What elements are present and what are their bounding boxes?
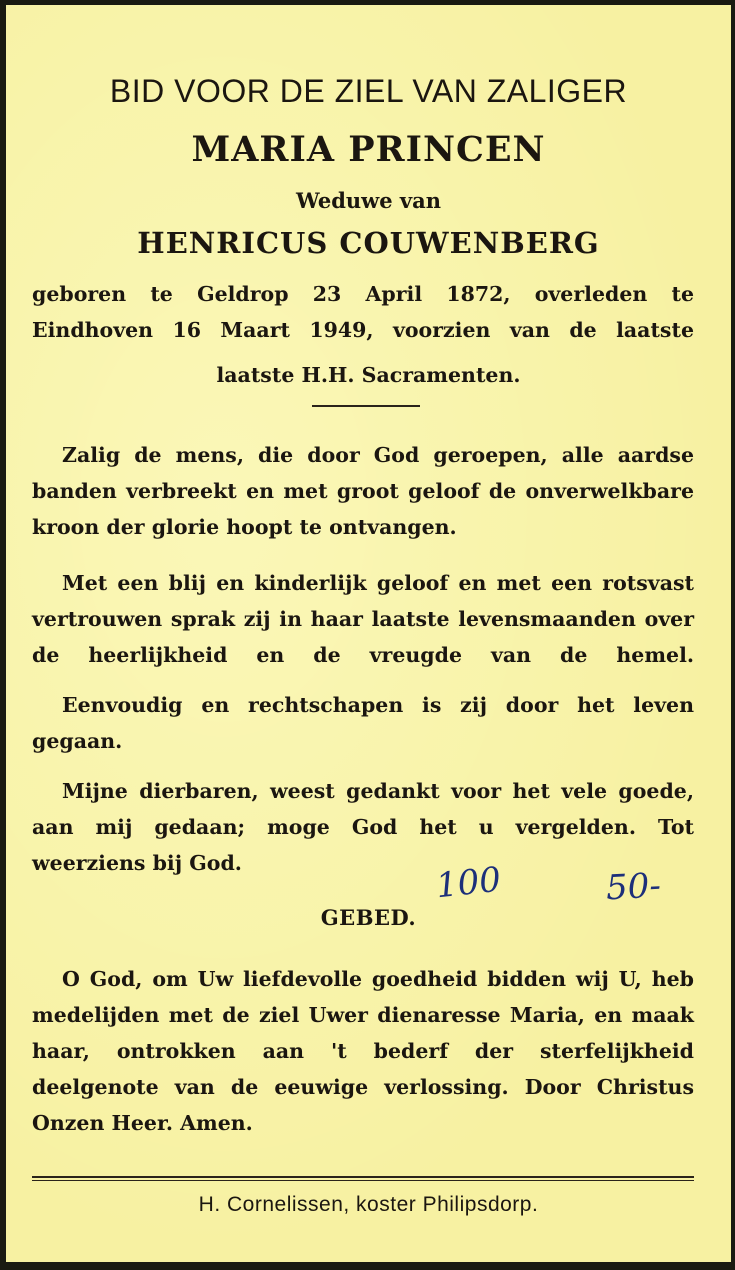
heading: BID VOOR DE ZIEL VAN ZALIGER [109, 73, 628, 109]
husband-name: HENRICUS COUWENBERG [137, 226, 600, 260]
deceased-name: MARIA PRINCEN [191, 129, 546, 170]
widow-of-label: Weduwe van [295, 188, 441, 213]
divider [312, 405, 420, 407]
footer-text: H. Cornelissen, koster Philipsdorp. [198, 1193, 539, 1216]
memorial-card [6, 5, 731, 1262]
paragraph-1: Zalig de mens, die door God geroepen, alle aardse banden verbreekt en met groot geloof de onverwelkbare kroon der glorie hoopt te ontvangen. [32, 443, 694, 539]
prayer-text: O God, om Uw liefdevolle goedheid bidden wij U, heb medelijden met de ziel Uwer dienaresse Maria, en maak haar, ontrokken aan 't bederf der sterfelijkheid deelgenote van de eeuwige verlossing. Door Christus Onzen Heer. Amen. [32, 967, 694, 1135]
prayer-title: GEBED. [320, 905, 417, 930]
paragraph-2: Met een blij en kinderlijk geloof en met een rotsvast vertrouwen sprak zij in haar laatste levensmaanden over de heerlijkheid en de vreugde van de hemel. [32, 571, 694, 667]
biography: geboren te Geldrop 23 April 1872, overleden te Eindhoven 16 Maart 1949, voorzien van de laatste [32, 282, 694, 342]
footer-divider [32, 1176, 694, 1181]
handwritten-number-2: 50- [604, 865, 662, 909]
biography-last-line: laatste H.H. Sacramenten. [216, 363, 521, 387]
paragraph-4: Mijne dierbaren, weest gedankt voor het vele goede, aan mij gedaan; moge God het u vergelden. Tot weerziens bij God. [32, 779, 694, 875]
paragraph-3: Eenvoudig en rechtschapen is zij door het leven gegaan. [32, 693, 694, 753]
handwritten-number-1: 100 [434, 859, 503, 907]
